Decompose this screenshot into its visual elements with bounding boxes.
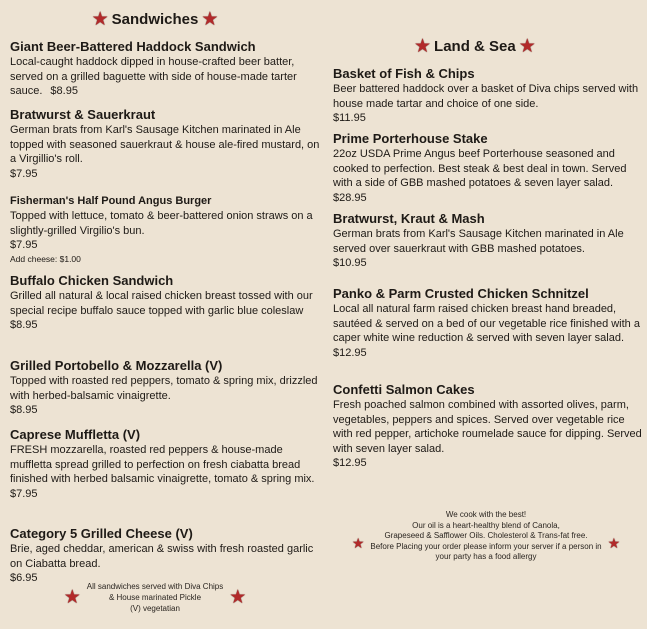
menu-item — [333, 211, 643, 271]
item-name: Panko & Parm Crusted Chicken Schnitzel — [333, 286, 589, 301]
item-price: $10.95 — [333, 257, 367, 269]
item-price: $8.95 — [10, 319, 38, 331]
item-name: Buffalo Chicken Sandwich — [10, 273, 174, 288]
star-icon: ★ — [91, 9, 109, 30]
item-name: Prime Porterhouse Stake — [333, 131, 488, 146]
sandwich-footnote — [50, 581, 260, 614]
land-sea-title: Land & Sea — [434, 38, 516, 55]
item-desc: German brats from Karl's Sausage Kitchen marinated in Ale topped with seasoned sauerkraut & house ale-fired mustard, on a Virgillio's roll. — [10, 124, 320, 165]
menu-item — [10, 273, 322, 333]
item-desc: 22oz USDA Prime Angus beef Porterhouse seasoned and cooked to perfection. Best steak & best deal in town. Served with a side of GBB mashed potatoes & seven layer salad. — [333, 148, 627, 189]
menu-item — [10, 427, 322, 501]
notice-text: We cook with the best! Our oil is a heart-healthy blend of Canola, Grapeseed & Safflower Oils. Cholesterol & Trans-fat free. Before Placing your order please inform your server if a person in your party has a food allergy — [370, 510, 602, 561]
item-desc: Grilled all natural & local raised chicken breast tossed with our special recipe buffalo sauce topped with garlic blue coleslaw — [10, 290, 313, 317]
star-icon: ★ — [351, 535, 365, 552]
item-price: $11.95 — [333, 112, 366, 124]
item-desc: Beer battered haddock over a basket of Diva chips served with house made tartar and choice of one side. — [333, 83, 639, 110]
menu-item — [10, 39, 322, 99]
item-name: Caprese Muffletta (V) — [10, 427, 141, 442]
item-desc: German brats from Karl's Sausage Kitchen marinated in Ale served over sauerkraut with GBB mashed potatoes. — [333, 228, 624, 255]
sandwiches-heading — [10, 10, 300, 29]
kitchen-notice — [342, 510, 630, 563]
menu-item — [10, 526, 322, 586]
star-icon: ★ — [414, 36, 432, 57]
item-price: $12.95 — [333, 457, 367, 469]
menu-item — [333, 286, 643, 360]
star-icon: ★ — [229, 587, 247, 608]
sandwiches-title: Sandwiches — [111, 11, 199, 28]
item-desc: Brie, aged cheddar, american & swiss with fresh roasted garlic on Ciabatta bread. — [10, 543, 314, 570]
item-name: Giant Beer-Battered Haddock Sandwich — [10, 39, 256, 54]
item-price: $6.95 — [10, 572, 38, 584]
star-icon: ★ — [201, 9, 219, 30]
star-icon: ★ — [518, 36, 536, 57]
item-name: Bratwurst & Sauerkraut — [10, 107, 156, 122]
item-price: $8.95 — [50, 85, 78, 97]
item-desc: Fresh poached salmon combined with assorted olives, parm, vegetables, peppers and spices. Served over vegetable rice with red pepper, artichoke roumelade sauce for dipping. Served with seven layer salad. — [333, 399, 642, 455]
star-icon: ★ — [63, 587, 81, 608]
menu-item — [333, 66, 643, 126]
item-price: $12.95 — [333, 346, 367, 359]
item-desc: Topped with roasted red peppers, tomato & spring mix, drizzled with herbed-balsamic vinaigrette. — [10, 375, 318, 402]
item-name: Bratwurst, Kraut & Mash — [333, 211, 485, 226]
star-icon: ★ — [607, 535, 621, 552]
item-price: $8.95 — [10, 404, 38, 416]
item-price: $7.95 — [10, 239, 38, 251]
item-name: Grilled Portobello & Mozzarella (V) — [10, 358, 223, 373]
item-name: Category 5 Grilled Cheese (V) — [10, 526, 193, 541]
item-desc: FRESH mozzarella, roasted red peppers & house-made muffletta spread grilled to perfection on fresh ciabatta bread finished with herbed balsamic vinaigrette, tomato & spring mix. — [10, 444, 315, 485]
land-sea-heading — [333, 37, 643, 56]
item-price: $7.95 — [10, 167, 38, 180]
menu-item — [10, 193, 322, 265]
item-price: $28.95 — [333, 191, 367, 204]
item-name: Basket of Fish & Chips — [333, 66, 475, 81]
menu-item — [333, 131, 643, 205]
menu-item — [10, 107, 322, 181]
item-price: $7.95 — [10, 487, 38, 500]
menu-item — [333, 382, 643, 471]
item-name: Fisherman's Half Pound Angus Burger — [10, 195, 212, 207]
item-desc: Topped with lettuce, tomato & beer-battered onion straws on a slightly-grilled Virgilio's bun. — [10, 210, 313, 237]
footnote-text: All sandwiches served with Diva Chips & House marinated Pickle (V) vegetatian — [86, 582, 224, 613]
menu-item — [10, 358, 322, 418]
item-desc: Local-caught haddock dipped in house-crafted beer batter, served on a grilled baguette with side of house-made tarter sauce. $8.95 — [10, 56, 297, 97]
item-name: Confetti Salmon Cakes — [333, 382, 475, 397]
item-addon: Add cheese: $1.00 — [10, 253, 81, 264]
item-desc: Local all natural farm raised chicken breast hand breaded, sautéed & served on a bed of our vegetable rice finished with a caper white wine reduction & served with seven layer salad. — [333, 303, 640, 344]
